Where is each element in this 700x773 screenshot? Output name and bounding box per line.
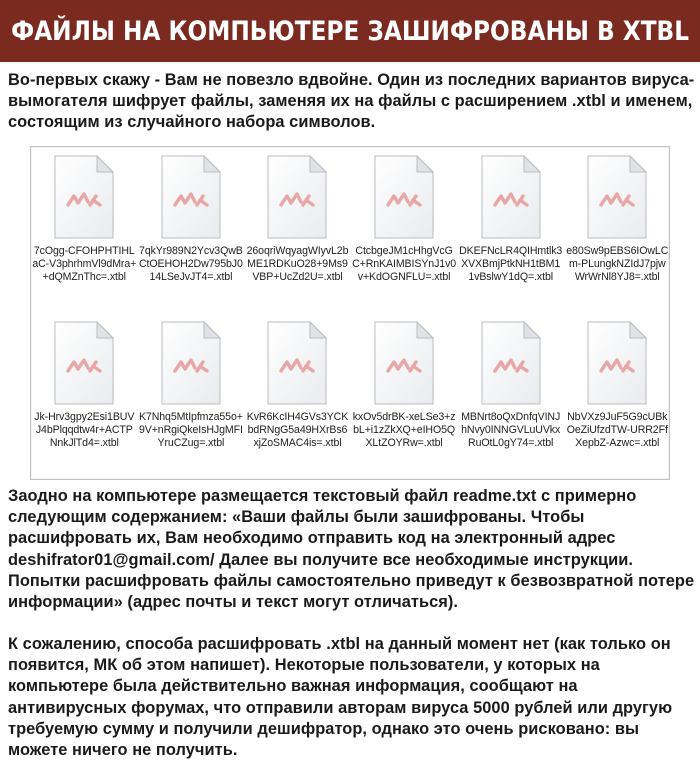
file-item[interactable] — [457, 147, 564, 313]
file-item[interactable] — [138, 313, 245, 479]
document-icon — [480, 321, 542, 405]
document-icon — [53, 155, 115, 239]
readme-paragraph: Заодно на компьютере размещается текстовый файл readme.txt с примерно следующим содержанием: «Ваши файлы были зашифрованы. Чтобы расшифровать их, Вам необходимо отправить код на электронный адрес deshifrator01@gmail.com/ Далее вы получите все необходимые инструкции. Попытки расшифровать файлы самостоятельно приведут к безвозвратной потере информации» (адрес почты и текст могут отличаться). — [8, 487, 695, 612]
file-grid — [31, 147, 671, 481]
file-item[interactable] — [564, 147, 671, 313]
file-item[interactable] — [31, 313, 138, 479]
file-item[interactable] — [351, 313, 458, 479]
document-icon — [373, 155, 435, 239]
file-name: e80Sw9pEBS6IOwLCm-PLungkNZIdJ7pjwWrWrNl8YJ8=.xtbl — [566, 245, 669, 283]
file-name: K7Nhq5MtIpfmza55o+9V+nRgiQkeIsHJgMFIYruCZug=.xtbl — [138, 411, 243, 449]
file-name: KvR6KcIH4GVs3YCKbdRNgG5a49HXrBs6xjZoSMAC4is=.xtbl — [246, 411, 349, 449]
document-icon — [266, 321, 328, 405]
document-icon — [480, 155, 542, 239]
file-item[interactable] — [351, 147, 458, 313]
file-name: 7qkYr989N2Ycv3QwBCtOEHOH2Dw795bJ014LSeJvJT4=.xtbl — [138, 245, 243, 283]
file-name: 26oqriWqyagWIyvL2bME1RDKuO28+9Ms9VBP+UcZd2U=.xtbl — [246, 245, 349, 283]
document-icon — [160, 155, 222, 239]
file-item[interactable] — [457, 313, 564, 479]
document-icon — [53, 321, 115, 405]
file-item[interactable] — [244, 313, 351, 479]
file-name: MBNrt8oQxDnfqVINJhNvy0INNGVLuUVkxRuOtL0gY74=.xtbl — [461, 411, 561, 449]
warning-paragraph: К сожалению, способа расшифровать .xtbl на данный момент нет (как только он появится, МК об этом напишет). Некоторые пользователи, у которых на компьютере была действительно важная информация, сообщают на антивирусных форумах, что отправили авторам вируса 5000 рублей или другую требуемую сумму и получили дешифратор, однако это очень рисковано: вы можете ничего не получить. — [8, 635, 673, 760]
page-title: ФАЙЛЫ НА КОМПЬЮТЕРЕ ЗАШИФРОВАНЫ В XTBL — [11, 15, 689, 47]
file-name: CtcbgeJM1cHhgVcGC+RnKAIMBISYnJ1v0v+KdOGNFLU=.xtbl — [352, 245, 457, 283]
document-icon — [586, 321, 648, 405]
file-name: 7cOgg-CFOHPHTIHLaC-V3phrhmVl9dMra++dQMZnThc=.xtbl — [32, 245, 137, 283]
file-name: Jk-Hrv3gpy2Esi1BUVJ4bPlqqdtw4r+ACTPNnkJlTd4=.xtbl — [34, 411, 135, 449]
file-name: kxOv5drBK-xeLSe3+zbL+i1zZkXQ+eIHO5QXLtZOYRw=.xtbl — [352, 411, 456, 449]
document-icon — [586, 155, 648, 239]
file-item[interactable] — [31, 147, 138, 313]
intro-paragraph: Во-первых скажу - Вам не повезло вдвойне. Один из последних вариантов вируса-вымогателя шифрует файлы, заменяя их на файлы с расширением .xtbl и именем, состоящим из случайного набора символов. — [8, 71, 695, 132]
file-name: NbVXz9JuF5G9cUBkOeZiUfzdTW-URR2FfXepbZ-Azwc=.xtbl — [566, 411, 668, 449]
file-explorer-panel — [30, 146, 670, 480]
document-icon — [373, 321, 435, 405]
header-banner — [0, 0, 700, 62]
file-item[interactable] — [564, 313, 671, 479]
file-name: DKEFNcLR4QIHmtlk3XVXBmjPtkNH1tBM11vBslwY1dQ=.xtbl — [459, 245, 563, 283]
document-icon — [160, 321, 222, 405]
file-item[interactable] — [244, 147, 351, 313]
document-icon — [266, 155, 328, 239]
file-item[interactable] — [138, 147, 245, 313]
